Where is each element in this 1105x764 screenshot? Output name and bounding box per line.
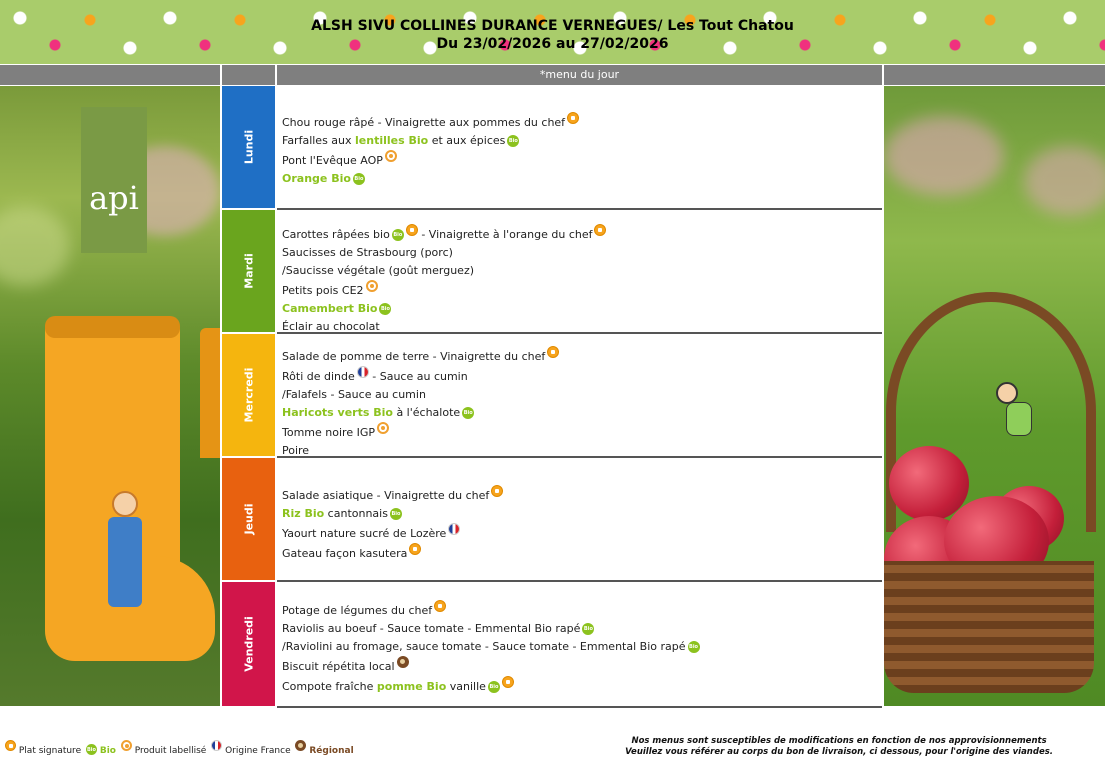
column-header-menu: *menu du jour — [277, 65, 882, 85]
signature-icon — [567, 112, 579, 124]
signature-icon — [502, 676, 514, 688]
menu-line — [282, 366, 882, 386]
bio-icon: Bio — [390, 508, 402, 520]
boot-top — [45, 316, 180, 338]
day-label-mercredi: Mercredi — [222, 334, 275, 456]
menu-line — [282, 244, 882, 262]
bio-icon: Bio — [353, 173, 365, 185]
bio-icon: Bio — [86, 744, 97, 755]
signature-icon — [406, 224, 418, 236]
page-title — [0, 17, 1105, 53]
menu-item-text: - Sauce au cumin — [368, 370, 468, 383]
bio-icon: Bio — [379, 303, 391, 315]
api-logo: api — [81, 107, 147, 253]
second-boot — [200, 328, 220, 458]
menu-item-text: /Raviolini au fromage, sauce tomate - Sauce tomate - Emmental Bio rapé — [282, 640, 686, 653]
menu-item-text: /Saucisse végétale (goût merguez) — [282, 264, 475, 277]
note-line-2: Veuillez vous référer au corps du bon de livraison, ci dessous, pour l'origine des viandes. — [625, 747, 1053, 757]
column-header-left — [0, 65, 220, 85]
bio-item-text: Haricots verts Bio — [282, 406, 393, 419]
menu-line — [282, 346, 882, 366]
menu-item-text: /Falafels - Sauce au cumin — [282, 388, 426, 401]
menu-line — [282, 404, 882, 422]
menu-item-text: et aux épices — [428, 134, 506, 147]
menu-line — [282, 422, 882, 442]
menu-item-text: Pont l'Evêque AOP — [282, 154, 383, 167]
menu-item-text: Saucisses de Strasbourg (porc) — [282, 246, 453, 259]
menu-line — [282, 170, 882, 188]
menu-line — [282, 280, 882, 300]
title-line-2: Du 23/02/2026 au 27/02/2026 — [436, 36, 669, 52]
menu-item-text: Yaourt nature sucré de Lozère — [282, 527, 447, 540]
menu-item-text: vanille — [446, 680, 486, 693]
menu-line — [282, 505, 882, 523]
menu-line — [282, 676, 882, 696]
note-line-1: Nos menus sont susceptibles de modifications en fonction de nos approvisionnements — [631, 736, 1047, 746]
menu-item-text: - Vinaigrette à l'orange du chef — [417, 228, 593, 241]
menu-cell-lundi — [277, 86, 882, 210]
france-flag-icon — [357, 366, 369, 378]
menu-line — [282, 620, 882, 638]
day-label-mardi: Mardi — [222, 210, 275, 332]
menu-line — [282, 543, 882, 563]
bio-item-text: Orange Bio — [282, 172, 351, 185]
menu-line — [282, 150, 882, 170]
column-header-day — [222, 65, 275, 85]
signature-icon — [491, 485, 503, 497]
menu-cell-jeudi — [277, 458, 882, 582]
label-icon — [366, 280, 378, 292]
menu-line — [282, 112, 882, 132]
signature-icon — [547, 346, 559, 358]
legend-signature: Plat signature — [18, 746, 82, 756]
menu-item-text: à l'échalote — [392, 406, 461, 419]
menu-item-text: Rôti de dinde — [282, 370, 355, 383]
bio-icon: Bio — [392, 229, 404, 241]
menu-line — [282, 262, 882, 280]
basket — [884, 561, 1094, 693]
menu-item-text: Tomme noire IGP — [282, 426, 375, 439]
menu-line — [282, 656, 882, 676]
menu-item-text: Raviolis au boeuf - Sauce tomate - Emmental Bio rapé — [282, 622, 581, 635]
title-line-1: ALSH SIVU COLLINES DURANCE VERNEGUES/ Les Tout Chatou — [311, 18, 794, 34]
menu-cell-vendredi — [277, 582, 882, 708]
menu-line — [282, 224, 882, 244]
bio-icon: Bio — [462, 407, 474, 419]
regional-icon — [295, 740, 306, 751]
label-icon — [385, 150, 397, 162]
bio-icon: Bio — [507, 135, 519, 147]
kid-illustration — [100, 491, 150, 621]
menu-line — [282, 132, 882, 150]
right-photo-apples — [884, 86, 1105, 706]
menu-item-text: cantonnais — [324, 507, 388, 520]
legend-france: Origine France — [225, 746, 291, 756]
left-photo-boot — [0, 86, 220, 706]
menu-item-text: Petits pois CE2 — [282, 284, 364, 297]
label-icon — [377, 422, 389, 434]
legend — [3, 740, 354, 756]
regional-icon — [397, 656, 409, 668]
bio-icon: Bio — [582, 623, 594, 635]
menu-item-text: Potage de légumes du chef — [282, 604, 433, 617]
menu-line — [282, 300, 882, 318]
menu-item-text: Chou rouge râpé - Vinaigrette aux pommes du chef — [282, 116, 566, 129]
climbing-kid-illustration — [996, 382, 1036, 442]
signature-icon — [409, 543, 421, 555]
bio-item-text: lentilles Bio — [355, 134, 429, 147]
menu-cell-mardi — [277, 210, 882, 334]
menu-item-text: Compote fraîche — [282, 680, 377, 693]
header-banner — [0, 0, 1105, 64]
signature-icon — [5, 740, 16, 751]
label-icon — [121, 740, 132, 751]
column-header-right — [884, 65, 1105, 85]
menu-line — [282, 386, 882, 404]
bio-item-text: pomme Bio — [376, 680, 447, 693]
menu-item-text: Salade asiatique - Vinaigrette du chef — [282, 489, 490, 502]
bio-item-text: Camembert Bio — [282, 302, 378, 315]
menu-cell-mercredi — [277, 334, 882, 458]
menu-line — [282, 523, 882, 543]
bio-icon: Bio — [488, 681, 500, 693]
france-flag-icon — [211, 740, 222, 751]
day-label-lundi: Lundi — [222, 86, 275, 208]
signature-icon — [434, 600, 446, 612]
legend-bio: Bio — [99, 746, 116, 756]
menu-item-text: Farfalles aux — [282, 134, 356, 147]
menu-line — [282, 600, 882, 620]
day-label-jeudi: Jeudi — [222, 458, 275, 580]
menu-item-text: Salade de pomme de terre - Vinaigrette du chef — [282, 350, 546, 363]
menu-item-text: Poire — [282, 444, 310, 457]
menu-item-text: Biscuit répétita local — [282, 660, 395, 673]
signature-icon — [594, 224, 606, 236]
france-flag-icon — [448, 523, 460, 535]
menu-item-text: Carottes râpées bio — [282, 228, 390, 241]
bio-icon: Bio — [688, 641, 700, 653]
disclaimer-note — [625, 736, 1053, 758]
menu-item-text: Gateau façon kasutera — [282, 547, 408, 560]
day-label-vendredi: Vendredi — [222, 582, 275, 706]
legend-label: Produit labellisé — [134, 746, 207, 756]
legend-regional: Régional — [309, 746, 354, 756]
menu-line — [282, 485, 882, 505]
menu-line — [282, 638, 882, 656]
menu-item-text: Éclair au chocolat — [282, 320, 380, 333]
bio-item-text: Riz Bio — [282, 507, 325, 520]
